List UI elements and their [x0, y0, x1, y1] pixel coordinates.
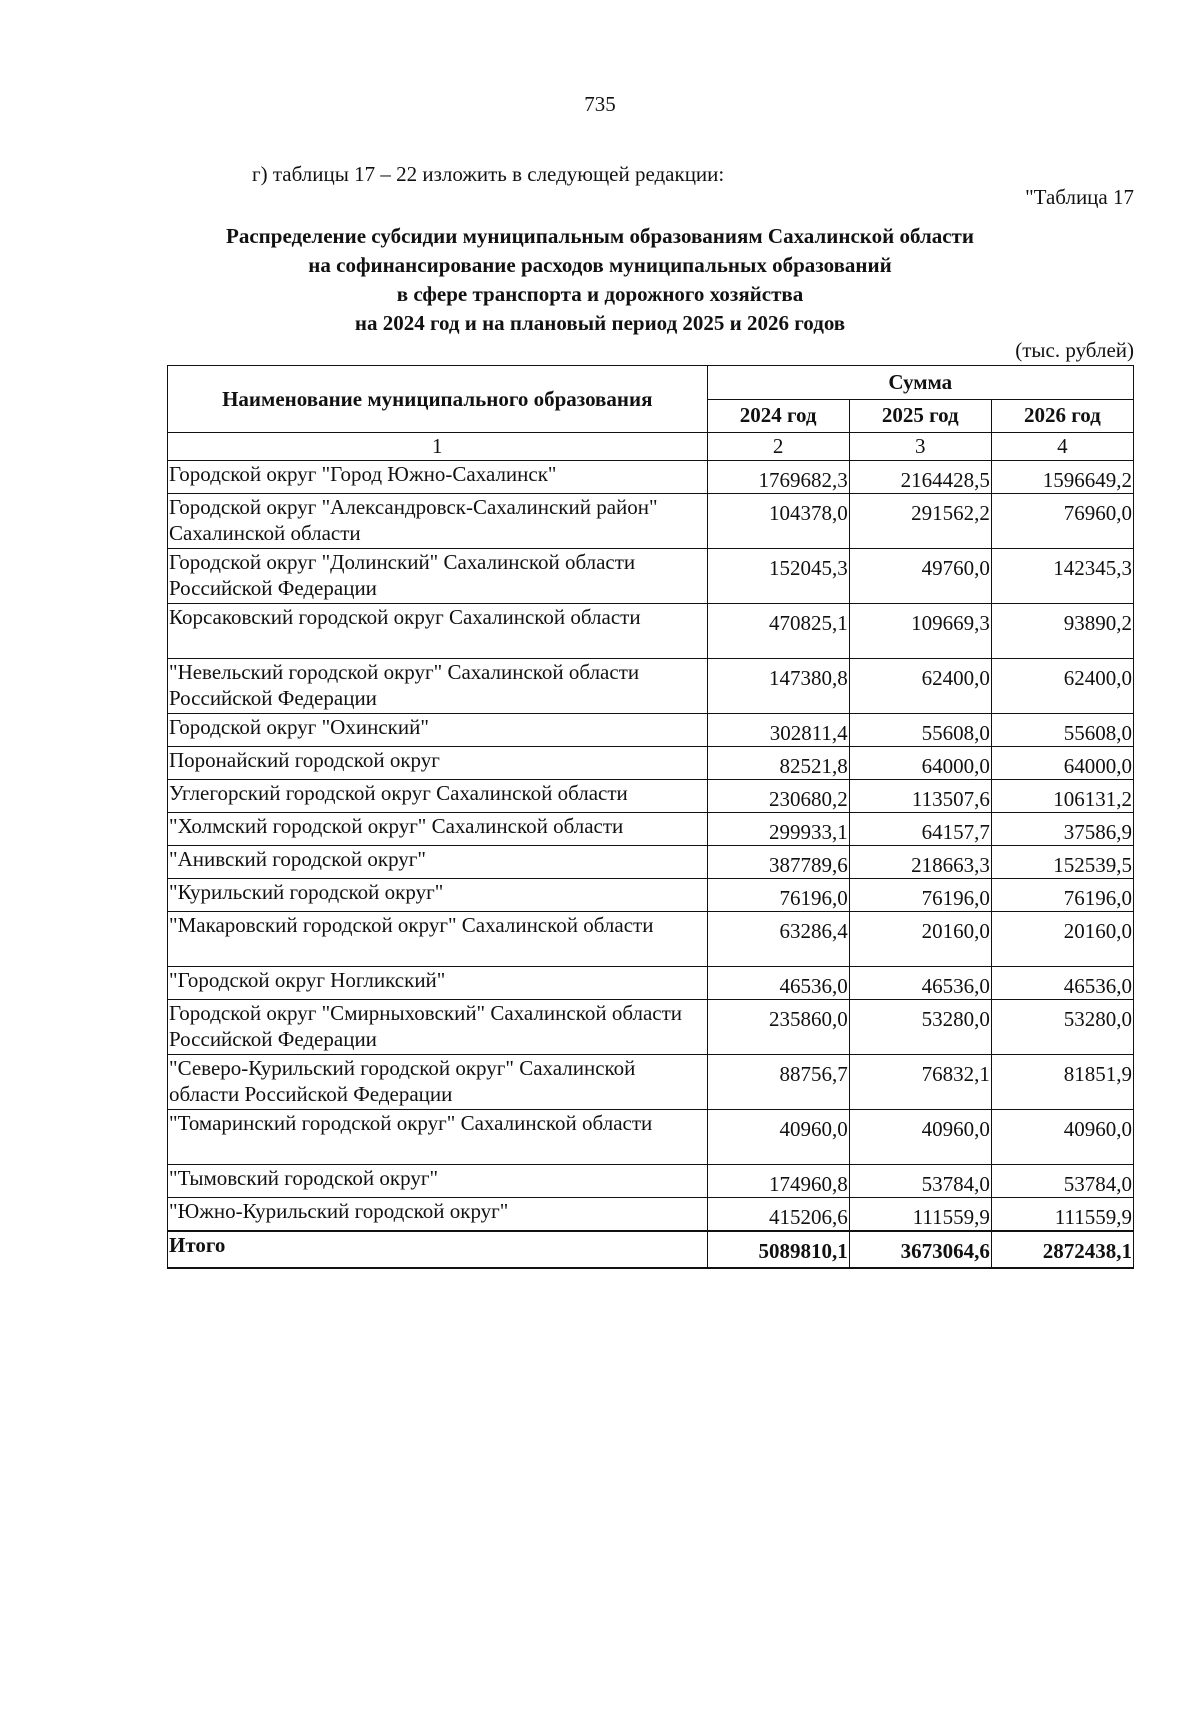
table-row: [168, 659, 1134, 714]
value-2025: 111559,9: [849, 1198, 991, 1232]
value-2026: 76196,0: [991, 879, 1133, 912]
units-label: (тыс. рублей): [1015, 338, 1134, 362]
value-2025: 40960,0: [849, 1110, 991, 1165]
value-2024: 40960,0: [707, 1110, 849, 1165]
header-year-2026: 2026 год: [991, 399, 1133, 433]
value-2024: 88756,7: [707, 1055, 849, 1110]
value-2024: 387789,6: [707, 846, 849, 879]
header-year-2024: 2024 год: [707, 399, 849, 433]
municipality-name: Городской округ "Охинский": [168, 714, 708, 747]
municipality-name: Городской округ "Смирныховский" Сахалинской области Российской Федерации: [168, 1000, 708, 1055]
value-2024: 235860,0: [707, 1000, 849, 1055]
column-numbers-row: [168, 433, 1134, 461]
value-2024: 82521,8: [707, 747, 849, 780]
municipality-name: Городской округ "Город Южно-Сахалинск": [168, 461, 708, 494]
total-label: Итого: [168, 1231, 708, 1268]
table-row: [168, 846, 1134, 879]
table-row: [168, 1000, 1134, 1055]
total-2025: 3673064,6: [849, 1231, 991, 1268]
value-2026: 62400,0: [991, 659, 1133, 714]
title-line-3: в сфере транспорта и дорожного хозяйства: [396, 282, 804, 306]
value-2024: 1769682,3: [707, 461, 849, 494]
value-2025: 64000,0: [849, 747, 991, 780]
header-sum: Сумма: [707, 366, 1133, 400]
value-2026: 46536,0: [991, 967, 1133, 1000]
value-2024: 299933,1: [707, 813, 849, 846]
municipality-name: "Тымовский городской округ": [168, 1165, 708, 1198]
value-2024: 46536,0: [707, 967, 849, 1000]
header-year-2025: 2025 год: [849, 399, 991, 433]
table-row: [168, 604, 1134, 659]
value-2026: 76960,0: [991, 494, 1133, 549]
value-2025: 53784,0: [849, 1165, 991, 1198]
header-name: Наименование муниципального образования: [168, 366, 708, 433]
value-2024: 63286,4: [707, 912, 849, 967]
column-number: 1: [168, 433, 708, 461]
value-2025: 20160,0: [849, 912, 991, 967]
page-number: 735: [584, 92, 616, 116]
column-number: 4: [991, 433, 1133, 461]
value-2024: 230680,2: [707, 780, 849, 813]
municipality-name: "Северо-Курильский городской округ" Сахалинской области Российской Федерации: [168, 1055, 708, 1110]
table-row: [168, 494, 1134, 549]
column-number: 3: [849, 433, 991, 461]
municipality-name: "Южно-Курильский городской округ": [168, 1198, 708, 1232]
value-2025: 49760,0: [849, 549, 991, 604]
municipality-name: "Курильский городской округ": [168, 879, 708, 912]
municipality-name: "Макаровский городской округ" Сахалинской области: [168, 912, 708, 967]
municipality-name: Корсаковский городской округ Сахалинской области: [168, 604, 708, 659]
value-2026: 40960,0: [991, 1110, 1133, 1165]
municipality-name: "Анивский городской округ": [168, 846, 708, 879]
value-2025: 113507,6: [849, 780, 991, 813]
table-row: [168, 1165, 1134, 1198]
value-2025: 53280,0: [849, 1000, 991, 1055]
value-2024: 302811,4: [707, 714, 849, 747]
value-2024: 76196,0: [707, 879, 849, 912]
municipality-name: "Томаринский городской округ" Сахалинской области: [168, 1110, 708, 1165]
value-2026: 106131,2: [991, 780, 1133, 813]
value-2026: 111559,9: [991, 1198, 1133, 1232]
table-row: [168, 747, 1134, 780]
value-2026: 93890,2: [991, 604, 1133, 659]
value-2024: 174960,8: [707, 1165, 849, 1198]
total-2026: 2872438,1: [991, 1231, 1133, 1268]
municipality-name: Углегорский городской округ Сахалинской области: [168, 780, 708, 813]
table-row: [168, 549, 1134, 604]
table-row: [168, 1198, 1134, 1232]
table-row: [168, 813, 1134, 846]
title-line-2: на софинансирование расходов муниципальных образований: [308, 253, 892, 277]
title-line-1: Распределение субсидии муниципальным образованиям Сахалинской области: [226, 224, 974, 248]
value-2024: 104378,0: [707, 494, 849, 549]
value-2025: 46536,0: [849, 967, 991, 1000]
municipality-name: Поронайский городской округ: [168, 747, 708, 780]
value-2025: 64157,7: [849, 813, 991, 846]
value-2026: 81851,9: [991, 1055, 1133, 1110]
table-row: [168, 1055, 1134, 1110]
intro-text: г) таблицы 17 – 22 изложить в следующей редакции:: [252, 162, 725, 186]
table-row: [168, 780, 1134, 813]
table-row: [168, 912, 1134, 967]
value-2025: 62400,0: [849, 659, 991, 714]
value-2025: 218663,3: [849, 846, 991, 879]
value-2024: 470825,1: [707, 604, 849, 659]
value-2024: 152045,3: [707, 549, 849, 604]
municipality-name: "Невельский городской округ" Сахалинской области Российской Федерации: [168, 659, 708, 714]
total-row: [168, 1231, 1134, 1268]
table-row: [168, 879, 1134, 912]
value-2026: 152539,5: [991, 846, 1133, 879]
value-2025: 109669,3: [849, 604, 991, 659]
table-row: [168, 1110, 1134, 1165]
document-title: [0, 222, 1200, 338]
value-2026: 37586,9: [991, 813, 1133, 846]
value-2026: 55608,0: [991, 714, 1133, 747]
column-number: 2: [707, 433, 849, 461]
value-2024: 147380,8: [707, 659, 849, 714]
value-2026: 20160,0: [991, 912, 1133, 967]
municipality-name: "Холмский городской округ" Сахалинской области: [168, 813, 708, 846]
table-row: [168, 461, 1134, 494]
value-2025: 2164428,5: [849, 461, 991, 494]
value-2026: 53280,0: [991, 1000, 1133, 1055]
value-2026: 53784,0: [991, 1165, 1133, 1198]
table-label: "Таблица 17: [1025, 185, 1134, 209]
value-2026: 142345,3: [991, 549, 1133, 604]
table-row: [168, 714, 1134, 747]
value-2025: 291562,2: [849, 494, 991, 549]
value-2024: 415206,6: [707, 1198, 849, 1232]
table-row: [168, 967, 1134, 1000]
municipality-name: Городской округ "Долинский" Сахалинской области Российской Федерации: [168, 549, 708, 604]
value-2026: 1596649,2: [991, 461, 1133, 494]
title-line-4: на 2024 год и на плановый период 2025 и 2026 годов: [354, 311, 846, 335]
total-2024: 5089810,1: [707, 1231, 849, 1268]
municipality-name: "Городской округ Ногликский": [168, 967, 708, 1000]
municipality-name: Городской округ "Александровск-Сахалинский район" Сахалинской области: [168, 494, 708, 549]
value-2025: 76832,1: [849, 1055, 991, 1110]
value-2025: 55608,0: [849, 714, 991, 747]
value-2026: 64000,0: [991, 747, 1133, 780]
subsidy-table: [167, 365, 1134, 1269]
value-2025: 76196,0: [849, 879, 991, 912]
